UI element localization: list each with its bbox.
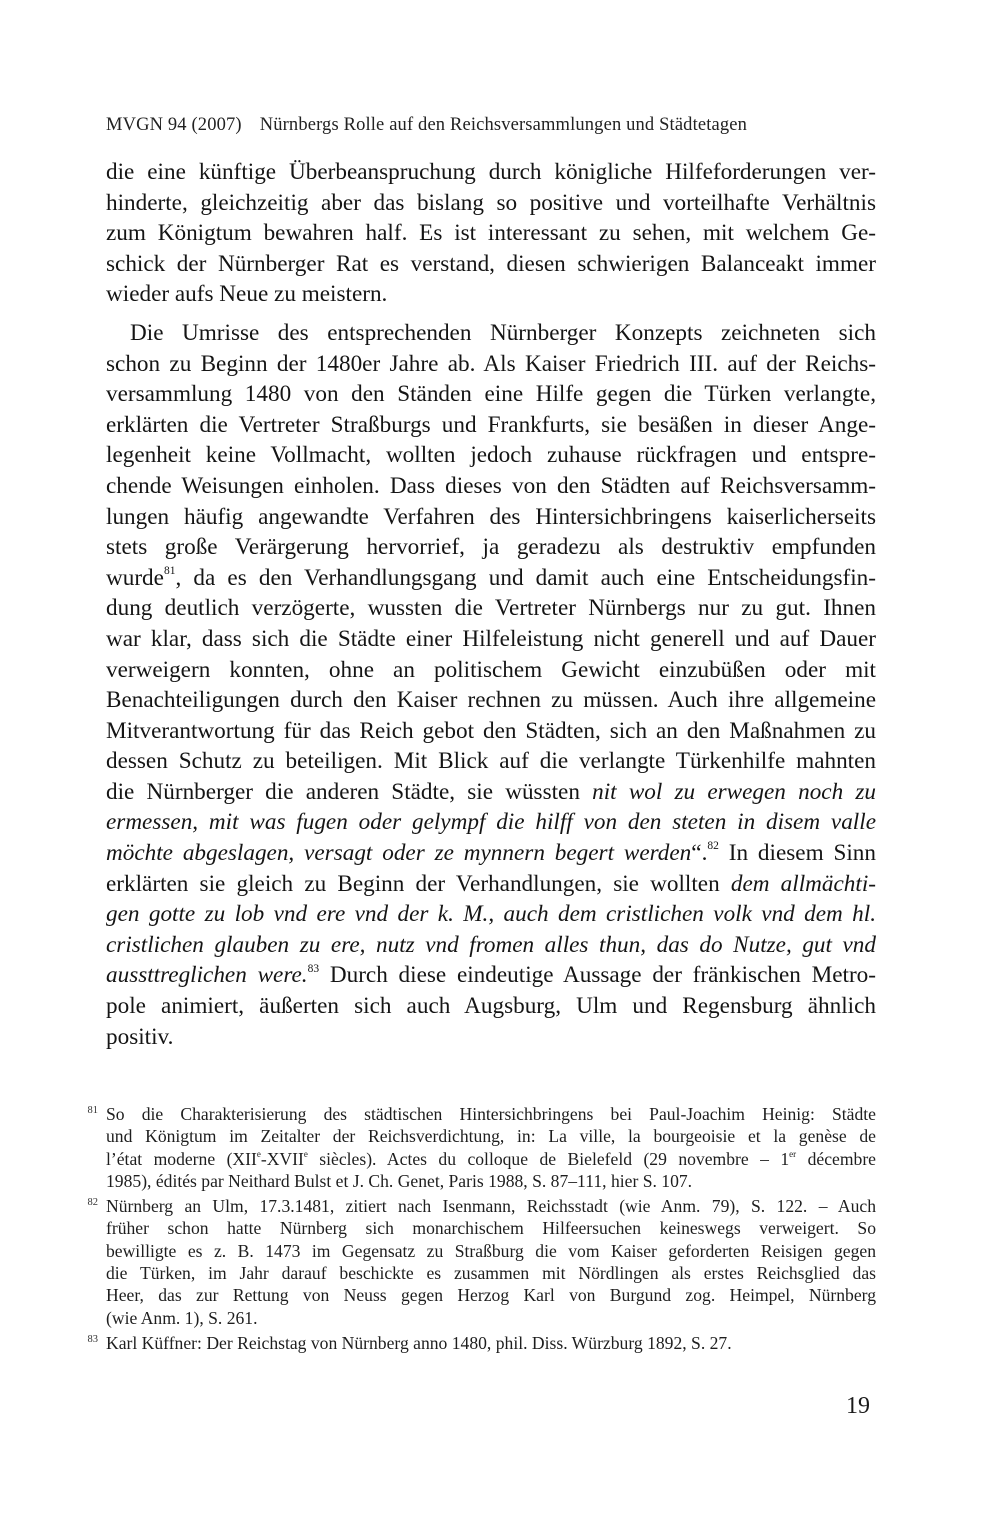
superscript: e [256, 1148, 261, 1159]
text-line: pole animiert, äußerten sich auch Augsburg, Ulm und Regensburg ähnlich [106, 993, 876, 1020]
text-line: war klar, dass sich die Städte einer Hilfeleistung nicht generell und auf Dauer [106, 625, 876, 652]
text-segment: siècles). Actes du colloque de Bielefeld (29 novembre – 1 [307, 1148, 790, 1169]
text-line: versammlung 1480 von den Ständen eine Hilfe gegen die Türken verlangte, [106, 381, 876, 408]
text-line: dessen Schutz zu beteiligen. Mit Blick auf die verlangte Türkenhilfe mahnten [106, 748, 876, 775]
text-line: dung deutlich verzögerte, wussten die Vertreter Nürnbergs nur zu gut. Ihnen [106, 595, 876, 622]
quotation: gen gotte zu lob vnd ere vnd der k. M., auch dem cristlichen volk vnd dem hl. [106, 901, 876, 928]
text-line: Mitverantwortung für das Reich gebot den Städten, sich an den Maßnahmen zu [106, 717, 876, 744]
footnote-line: Heer, das zur Rettung von Neuss gegen Herzog Karl von Burgund zog. Heimpel, Nürnberg [106, 1285, 876, 1306]
footnote-ref[interactable]: 82 [707, 840, 719, 853]
quotation: ermessen, mit was fugen oder gelympf die hilff von den steten in disem valle [106, 809, 876, 836]
footnote-line [106, 1148, 876, 1170]
footnotes [87, 1103, 876, 1357]
quotation: möchte abgeslagen, versagt oder ze mynnern begert werden [106, 840, 692, 867]
footnote-ref[interactable]: 81 [163, 564, 176, 577]
text-line: zum Königtum bewahren half. Es ist interessant zu sehen, mit welchem Ge- [106, 220, 876, 247]
text-line: erklärten die Vertreter Straßburgs und Frankfurts, sie besäßen in dieser Ange- [106, 411, 876, 438]
superscript: er [789, 1148, 797, 1159]
text-line [106, 869, 876, 900]
text-line [106, 807, 876, 838]
text-line [106, 960, 876, 991]
footnote-marker: 81 [87, 1105, 98, 1116]
closing-quote: “. [691, 840, 708, 867]
text-line: Benachteiligungen durch den Kaiser rechnen zu müssen. Auch ihre allgemeine [106, 687, 876, 714]
text-segment: Durch diese eindeutige Aussage der fränkischen Metro- [319, 962, 876, 989]
paragraph-1 [106, 157, 876, 310]
text-segment: die Nürnberger die anderen Städte, sie wüssten [106, 778, 593, 805]
text-line [106, 563, 876, 594]
footnote-line: (wie Anm. 1), S. 261. [106, 1307, 258, 1328]
footnote-83 [87, 1332, 876, 1354]
text-line: hinderte, gleichzeitig aber das bislang so positive und vorteilhafte Verhältnis [106, 189, 876, 216]
footnote-line: Karl Küffner: Der Reichstag von Nürnberg anno 1480, phil. Diss. Würzburg 1892, S. 27. [106, 1332, 732, 1353]
footnote-line: Nürnberg an Ulm, 17.3.1481, zitiert nach Isenmann, Reichsstadt (wie Anm. 79), S. 122. – Auch [106, 1196, 876, 1217]
text-line: chende Weisungen einholen. Dass dieses von den Städten auf Reichsversamm- [106, 472, 876, 499]
text-segment: , da es den Verhandlungsgang und damit auch eine Entscheidungsfin- [175, 564, 876, 591]
journal-reference: MVGN 94 (2007) [106, 115, 242, 135]
text-line: wieder aufs Neue zu meistern. [106, 281, 388, 308]
superscript: e [303, 1148, 308, 1159]
text-segment: erklärten sie gleich zu Beginn der Verhandlungen, sie wollten [106, 870, 731, 897]
quotation: aussttreglichen were. [106, 962, 308, 989]
text-segment: -XVII [260, 1148, 304, 1169]
running-header [106, 115, 876, 136]
footnote-82 [87, 1195, 876, 1329]
text-line: legenheit keine Vollmacht, wollten jedoch zuhause rückfragen und entspre- [106, 442, 876, 469]
page-number: 19 [846, 1393, 870, 1419]
text-segment: l’état moderne (XII [106, 1148, 257, 1169]
text-line: verweigern konnten, ohne an politischem Gewicht einzubüßen oder mit [106, 656, 876, 683]
footnote-line: die Türken, im Jahr darauf beschickte es zusammen mit Nördlingen als erstes Reichsglied das [106, 1263, 876, 1284]
text-line [106, 899, 876, 930]
text-line: schick der Nürnberger Rat es verstand, diesen schwierigen Balanceakt immer [106, 250, 876, 277]
footnote-line: früher schon hatte Nürnberg sich monarchischem Hilfeersuchen keineswegs verweigert. So [106, 1218, 876, 1239]
footnote-line: bewilligte es z. B. 1473 im Gegensatz zu Straßburg die vom Kaiser geforderten Reisigen gegen [106, 1240, 876, 1261]
footnote-line: und Königtum im Zeitalter der Reichsverdichtung, in: La ville, la bourgeoisie et la genèse de [106, 1126, 876, 1147]
text-line [106, 777, 876, 808]
body-text [106, 157, 876, 1052]
footnote-81 [87, 1103, 876, 1192]
text-line: die eine künftige Überbeanspruchung durch königliche Hilfeforderungen ver- [106, 159, 876, 185]
paragraph-2 [106, 318, 876, 1052]
footnote-line: 1985), édités par Neithard Bulst et J. Ch. Genet, Paris 1988, S. 87–111, hier S. 107. [106, 1170, 693, 1191]
quotation: nit wol zu erwegen noch zu [592, 778, 876, 805]
text-line: positiv. [106, 1023, 174, 1050]
text-line: stets große Verärgerung hervorrief, ja geradezu als destruktiv empfunden [106, 534, 876, 561]
quotation: cristlichen glauben zu ere, nutz vnd fromen alles thun, das do Nutze, gut vnd [106, 931, 876, 958]
footnote-marker: 83 [87, 1333, 98, 1345]
footnote-line: So die Charakterisierung des städtischen Hintersichbringens bei Paul-Joachim Heinig: Städte [106, 1104, 876, 1124]
text-segment: In diesem Sinn [718, 840, 876, 867]
footnote-marker: 82 [87, 1197, 98, 1209]
text-line: lungen häufig angewandte Verfahren des Hintersichbringens kaiserlicherseits [106, 503, 876, 530]
text-line: Die Umrisse des entsprechenden Nürnberger Konzepts zeichneten sich [130, 319, 876, 346]
running-title: Nürnbergs Rolle auf den Reichsversammlungen und Städtetagen [259, 115, 748, 135]
text-line: schon zu Beginn der 1480er Jahre ab. Als Kaiser Friedrich III. auf der Reichs- [106, 350, 876, 377]
text-line [106, 930, 876, 961]
text-line [106, 838, 876, 869]
text-segment: décembre [796, 1148, 876, 1169]
text-segment: wurde [106, 564, 164, 591]
footnote-ref[interactable]: 83 [307, 962, 320, 975]
quotation: dem allmächti- [730, 870, 876, 897]
